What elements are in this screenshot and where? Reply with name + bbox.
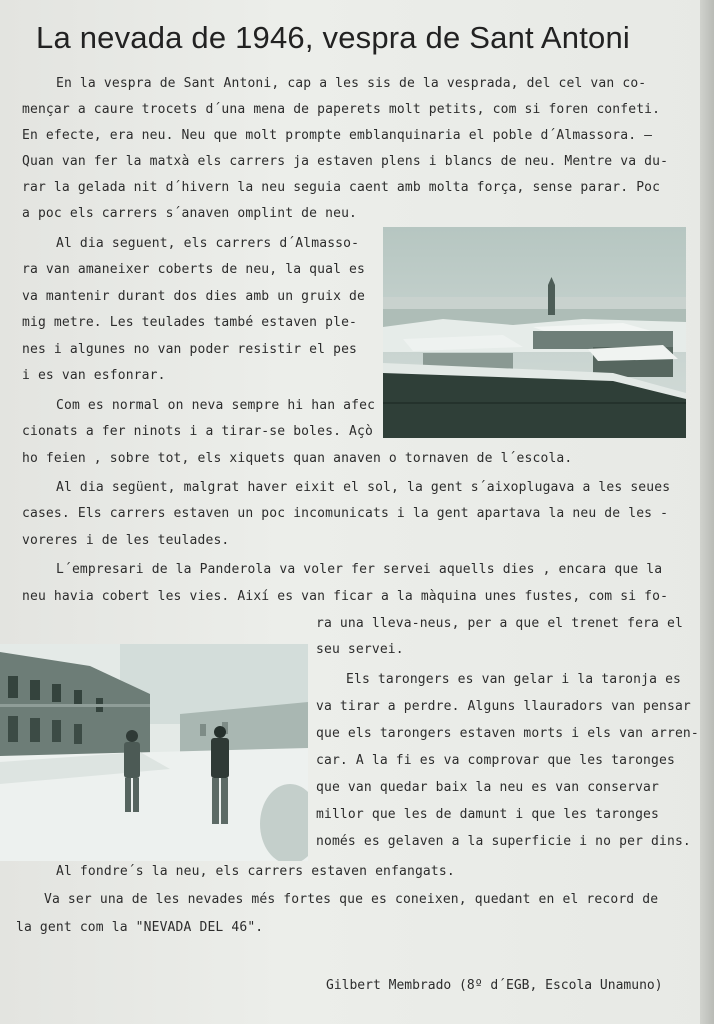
page-edge	[700, 0, 714, 1024]
text-line: En efecte, era neu. Neu que molt prompte emblanquinaria el poble d´Almassora. —	[22, 128, 653, 143]
text-line: Els tarongers es van gelar i la taronja es	[346, 672, 682, 687]
street-snow-people-photo	[0, 644, 308, 861]
text-line: la gent com la "NEVADA DEL 46".	[16, 920, 264, 935]
text-line: va tirar a perdre. Alguns llauradors van pensar	[316, 699, 691, 714]
text-line: Al dia seguent, els carrers d´Almasso-	[56, 236, 360, 251]
text-line: seu servei.	[316, 642, 404, 657]
text-line: va mantenir durant dos dies amb un gruix de	[22, 289, 365, 304]
text-line: Al dia següent, malgrat haver eixit el sol, la gent s´aixoplugava a les seues	[56, 480, 671, 495]
text-line: només es gelaven a la superficie i no per dins.	[316, 834, 691, 849]
text-line: Quan van fer la matxà els carrers ja estaven plens i blancs de neu. Mentre va du-	[22, 154, 669, 169]
rooftops-snow-photo	[383, 227, 686, 438]
text-line: voreres i de les teulades.	[22, 533, 230, 548]
text-line: En la vespra de Sant Antoni, cap a les sis de la vesprada, del cel van co-	[56, 76, 647, 91]
text-line: Al fondre´s la neu, els carrers estaven enfangats.	[56, 864, 455, 879]
text-line: que van quedar baix la neu es van conservar	[316, 780, 659, 795]
text-line: car. A la fi es va comprovar que les taronges	[316, 753, 675, 768]
text-line: L´empresari de la Panderola va voler fer servei aquells dies , encara que la	[56, 562, 663, 577]
article-title: La nevada de 1946, vespra de Sant Antoni	[36, 20, 631, 55]
text-line: que els tarongers estaven morts i els van arren-	[316, 726, 699, 741]
text-line: neu havia cobert les vies. Així es van ficar a la màquina unes fustes, com si fo-	[22, 589, 669, 604]
text-line: ra van amaneixer coberts de neu, la qual es	[22, 262, 365, 277]
text-line: nes i algunes no van poder resistir el pes	[22, 342, 358, 357]
text-line: a poc els carrers s´anaven omplint de neu.	[22, 206, 358, 221]
text-line: rar la gelada nit d´hivern la neu seguia caent amb molta força, sense parar. Poc	[22, 180, 661, 195]
text-line: Com es normal on neva sempre hi han afec	[56, 398, 376, 413]
text-line: mig metre. Les teulades també estaven ple-	[22, 315, 358, 330]
text-line: cionats a fer ninots i a tirar-se boles. Açò	[22, 424, 373, 439]
text-line: i es van esfonrar.	[22, 368, 166, 383]
text-line: cases. Els carrers estaven un poc incomunicats i la gent apartava la neu de les -	[22, 506, 669, 521]
text-line: mençar a caure trocets d´una mena de paperets molt petits, com si foren confeti.	[22, 102, 661, 117]
author-signature: Gilbert Membrado (8º d´EGB, Escola Unamuno)	[326, 978, 663, 993]
text-line: millor que les de damunt i que les taronges	[316, 807, 659, 822]
text-line: ho feien , sobre tot, els xiquets quan anaven o tornaven de l´escola.	[22, 451, 573, 466]
text-line: Va ser una de les nevades més fortes que es coneixen, quedant en el record de	[44, 892, 659, 907]
text-line: ra una lleva-neus, per a que el trenet fera el	[316, 616, 683, 631]
